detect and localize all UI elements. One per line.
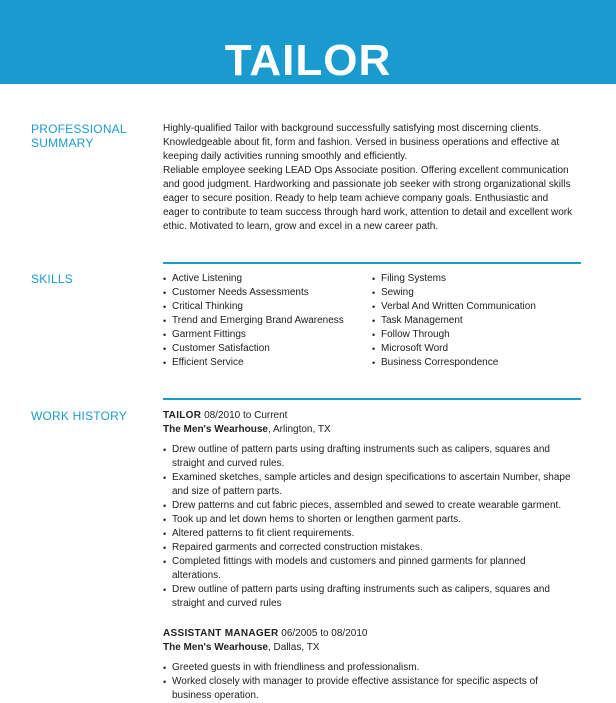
skill-item: • Microsoft Word	[372, 342, 536, 356]
job-dates: 08/2010 to Current	[204, 410, 288, 421]
skill-item: • Garment Fittings	[163, 328, 344, 342]
duty-line: alterations.	[172, 570, 221, 581]
duty-item	[163, 541, 584, 555]
duty-line: business operation.	[172, 690, 259, 701]
summary-title-line2: SUMMARY	[31, 136, 94, 150]
duty-line: • Repaired garments and corrected construction mistakes.	[172, 542, 423, 553]
company-name: The Men's Wearhouse	[163, 642, 268, 653]
skill-item: • Verbal And Written Communication	[372, 300, 536, 314]
duty-item	[163, 443, 584, 471]
duty-line: straight and curved rules.	[172, 458, 285, 469]
duty-line: • Altered patterns to fit client requirements.	[172, 528, 355, 539]
duty-line: • Worked closely with manager to provide effective assistance for specific aspects of	[172, 676, 538, 687]
company-name: The Men's Wearhouse	[163, 424, 268, 435]
duty-line: • Completed fittings with models and customers and pinned garments for planned	[172, 556, 526, 567]
work-body	[163, 409, 583, 703]
skill-item: • Customer Needs Assessments	[163, 286, 344, 300]
resume-name: TAILOR	[224, 36, 392, 85]
job-heading	[163, 409, 583, 423]
skill-item: • Task Management	[372, 314, 536, 328]
duty-item	[163, 675, 584, 703]
summary-line: Highly-qualified Tailor with background successfully satisfying most discerning clients.	[163, 123, 542, 134]
skills-section	[0, 272, 616, 377]
skills-list-left	[163, 272, 344, 370]
skill-item: • Critical Thinking	[163, 300, 344, 314]
duty-line: and size of pattern parts.	[172, 486, 283, 497]
summary-line: and good judgment. Hardworking and passionate job seeker with strong organizational skills	[163, 179, 571, 190]
summary-line: eager to secure position. Ready to help team achieve company goals. Enthusiastic and	[163, 193, 549, 204]
duty-line: • Greeted guests in with friendliness and professionalism.	[172, 662, 420, 673]
skill-item: • Filing Systems	[372, 272, 536, 286]
job-entry	[163, 627, 583, 703]
job-title: TAILOR	[163, 410, 202, 421]
job-employer	[163, 641, 583, 655]
duty-item	[163, 471, 584, 499]
company-location: , Arlington, TX	[268, 424, 331, 435]
duty-line: • Drew outline of pattern parts using drafting instruments such as calipers, squares and	[172, 444, 550, 455]
skill-item: • Efficient Service	[163, 356, 344, 370]
summary-title-line1: PROFESSIONAL	[31, 122, 127, 136]
job-title: ASSISTANT MANAGER	[163, 628, 279, 639]
summary-text	[163, 122, 583, 234]
summary-title	[31, 122, 156, 150]
summary-line: keeping daily activities running smoothly and efficiently.	[163, 151, 408, 162]
job-employer	[163, 423, 583, 437]
header-banner	[0, 0, 616, 84]
skill-item: • Sewing	[372, 286, 536, 300]
duty-list	[163, 661, 583, 703]
skill-item: • Customer Satisfaction	[163, 342, 344, 356]
skill-item: • Business Correspondence	[372, 356, 536, 370]
duty-item	[163, 513, 584, 527]
job-heading	[163, 627, 583, 641]
duty-line: straight and curved rules	[172, 598, 282, 609]
skills-columns	[163, 272, 583, 372]
duty-line: • Drew outline of pattern parts using drafting instruments such as calipers, squares and	[172, 584, 550, 595]
duty-item	[163, 661, 584, 675]
duty-item	[163, 583, 584, 611]
summary-line: Reliable employee seeking LEAD Ops Associate position. Offering excellent communication	[163, 165, 569, 176]
skills-list-right	[372, 272, 536, 370]
company-location: , Dallas, TX	[268, 642, 320, 653]
job-dates: 06/2005 to 08/2010	[281, 628, 368, 639]
summary-line: ethic. Motivated to learn, grow and excel in a new career path.	[163, 221, 439, 232]
summary-line: Knowledgeable about fit, form and fashion. Versed in business operations and effective at	[163, 137, 560, 148]
skill-item: • Active Listening	[163, 272, 344, 286]
work-title: WORK HISTORY	[31, 409, 127, 423]
skill-item: • Trend and Emerging Brand Awareness	[163, 314, 344, 328]
duty-item	[163, 499, 584, 513]
duty-line: • Took up and let down hems to shorten or lengthen garment parts.	[172, 514, 462, 525]
summary-section	[0, 122, 616, 242]
work-section	[0, 409, 616, 700]
summary-line: eager to contribute to team success through hard work, attention to detail and excellent work	[163, 207, 573, 218]
job-entry	[163, 409, 583, 611]
duty-line: • Drew patterns and cut fabric pieces, assembled and sewed to create wearable garment.	[172, 500, 562, 511]
duty-item	[163, 527, 584, 541]
section-divider	[163, 262, 581, 264]
duty-item	[163, 555, 584, 583]
skills-title: SKILLS	[31, 272, 73, 286]
duty-list	[163, 443, 583, 611]
skill-item: • Follow Through	[372, 328, 536, 342]
section-divider	[163, 398, 581, 400]
duty-line: • Examined sketches, sample articles and design specifications to ascertain Number, shape	[172, 472, 571, 483]
